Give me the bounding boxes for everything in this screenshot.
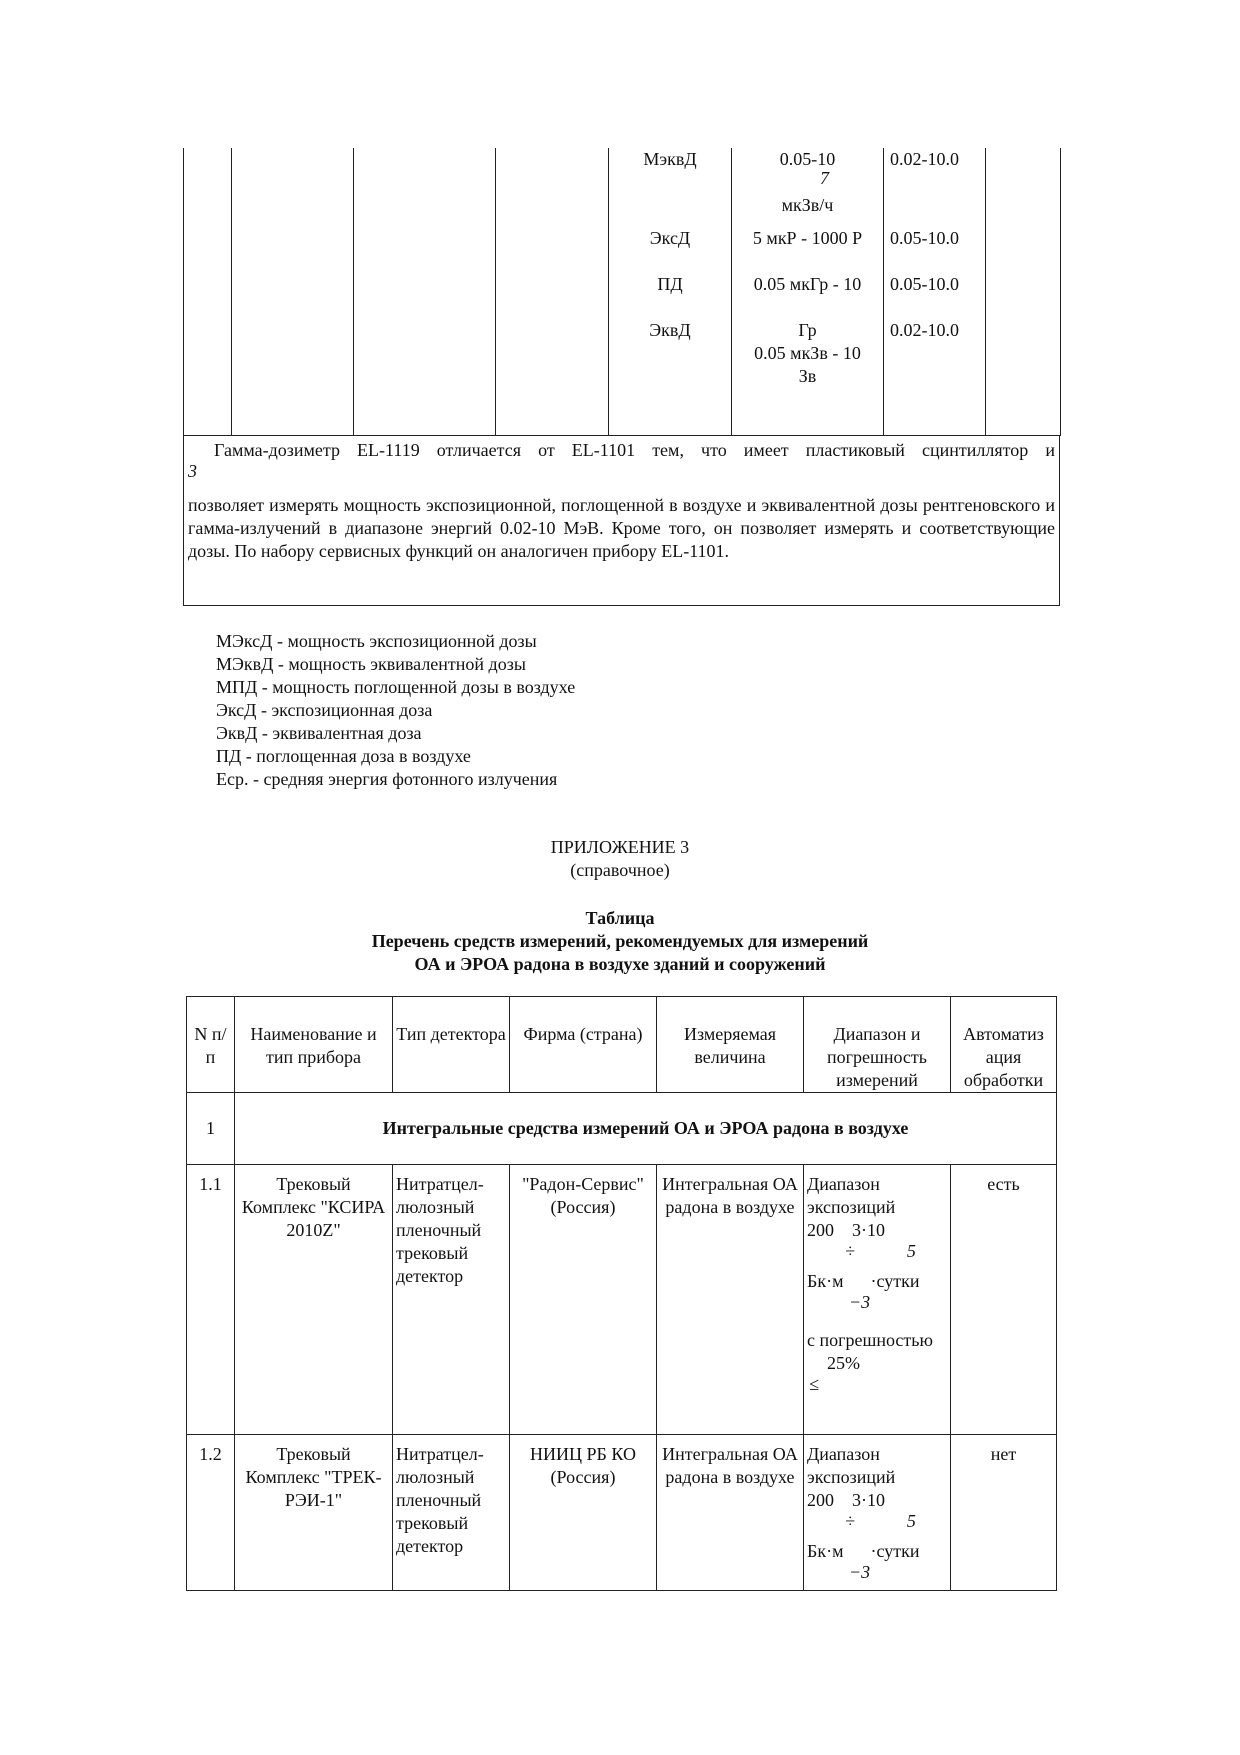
legend-item: МЭксД - мощность экспозиционной дозы xyxy=(216,631,537,651)
table-header-row xyxy=(187,997,1057,1093)
unit xyxy=(807,1270,947,1293)
detector-type: Нитратцел-люлозный пленочный трековый детектор xyxy=(393,1435,510,1591)
measured-quantity: Интегральная ОА радона в воздухе xyxy=(657,1165,804,1435)
legend-item: МПД - мощность поглощенной дозы в воздухе xyxy=(216,677,576,697)
legend-item: ЭксД - экспозиционная доза xyxy=(216,700,433,720)
instrument-note xyxy=(183,436,1060,606)
header-cell: Измеряемая величина xyxy=(657,997,804,1093)
range-from: 200 xyxy=(807,1490,834,1510)
quantity-text: МэквД xyxy=(643,149,697,169)
unit-a: Бк·м xyxy=(807,1541,844,1561)
quantity-text: ЭксД xyxy=(649,228,691,248)
error-sign: ≤ xyxy=(809,1374,819,1394)
header-cell: Автоматиз ация обработки xyxy=(951,997,1057,1093)
table-caption-line: Перечень средств измерений, рекомендуемых для измерений xyxy=(371,931,869,951)
unit-b: ·сутки xyxy=(870,1271,920,1291)
appendix-title: ПРИЛОЖЕНИЕ 3 xyxy=(550,837,690,857)
quantity-text: ПД xyxy=(657,274,683,294)
header-cell: N п/п xyxy=(187,997,235,1093)
cell-empty xyxy=(232,148,354,436)
unit-exponent: −3 xyxy=(849,1562,871,1582)
legend-item: Еср. - средняя энергия фотонного излучения xyxy=(216,769,558,789)
section-row xyxy=(187,1093,1057,1165)
cell-empty xyxy=(986,148,1061,436)
firm: "Радон-Сервис" (Россия) xyxy=(510,1165,657,1435)
unit xyxy=(807,1540,947,1563)
row-number: 1.1 xyxy=(187,1165,235,1435)
error-label: с погрешностью xyxy=(807,1330,933,1350)
table-row xyxy=(187,1435,1057,1591)
automation: нет xyxy=(951,1435,1057,1591)
range-cell xyxy=(732,148,884,436)
range-exponent: 5 xyxy=(906,1511,916,1531)
firm: НИИЦ РБ КО (Россия) xyxy=(510,1435,657,1591)
range-label: Диапазон экспозиций xyxy=(807,1174,896,1217)
header-cell: Диапазон и погрешность измерений xyxy=(804,997,951,1093)
energy-cell xyxy=(884,148,986,436)
range-from: 200 xyxy=(807,1220,834,1240)
unit-b: ·сутки xyxy=(870,1541,920,1561)
measured-quantity: Интегральная ОА радона в воздухе xyxy=(657,1435,804,1591)
abbreviation-legend xyxy=(216,630,575,791)
cell-empty xyxy=(184,148,232,436)
table-row xyxy=(187,1165,1057,1435)
energy-text: 0.05-10.0 xyxy=(890,274,959,294)
cell-empty xyxy=(496,148,609,436)
header-cell: Тип детектора xyxy=(393,997,510,1093)
range-text: 0.05 мкЗв - 10 xyxy=(754,343,861,363)
quantity-text: ЭквД xyxy=(649,320,691,340)
range-text: 0.05-10 xyxy=(779,149,836,169)
table-label: Таблица xyxy=(585,908,655,928)
energy-text: 0.02-10.0 xyxy=(890,149,959,169)
unit-a: Бк·м xyxy=(807,1271,844,1291)
legend-item: МЭквД - мощность эквивалентной дозы xyxy=(216,654,526,674)
energy-text: 0.05-10.0 xyxy=(890,228,959,248)
range-superscripts xyxy=(807,1242,947,1264)
range-values xyxy=(807,1219,947,1242)
range-and-error xyxy=(804,1165,951,1435)
range-text: мкЗв/ч xyxy=(781,195,834,215)
range-exponent: 5 xyxy=(906,1241,916,1261)
range-to: 3·10 xyxy=(852,1220,885,1240)
instrument-name: Трековый Комплекс "ТРЕК-РЭИ-1" xyxy=(235,1435,393,1591)
unit-exponent: −3 xyxy=(849,1292,871,1312)
measured-quantity-cell xyxy=(609,148,732,436)
range-label: Диапазон экспозиций xyxy=(807,1444,896,1487)
range-and-error xyxy=(804,1435,951,1591)
error-value: 25% xyxy=(827,1353,860,1373)
row-number: 1.2 xyxy=(187,1435,235,1591)
table-caption-line: ОА и ЭРОА радона в воздухе зданий и сооружений xyxy=(414,954,826,974)
division-sign: ÷ xyxy=(845,1241,855,1261)
division-sign: ÷ xyxy=(845,1511,855,1531)
header-cell: Наименование и тип прибора xyxy=(235,997,393,1093)
instrument-table-continuation xyxy=(183,148,1061,436)
range-text: 0.05 мкГр - 10 xyxy=(753,274,862,294)
header-cell: Фирма (страна) xyxy=(510,997,657,1093)
appendix-subtitle: (справочное) xyxy=(570,860,670,880)
measurement-tools-table xyxy=(186,996,1057,1591)
note-first-line: Гамма-дозиметр EL-1119 отличается от EL-1101 тем, что имеет пластиковый сцинтиллятор и xyxy=(214,440,1055,460)
note-mark: 3 xyxy=(188,461,197,481)
detector-type: Нитратцел-люлозный пленочный трековый детектор xyxy=(393,1165,510,1435)
cell-empty xyxy=(354,148,496,436)
energy-text: 0.02-10.0 xyxy=(890,320,959,340)
instrument-name: Трековый Комплекс "КСИРА 2010Z" xyxy=(235,1165,393,1435)
range-text: 5 мкР - 1000 Р xyxy=(752,228,863,248)
section-number: 1 xyxy=(187,1093,235,1165)
range-text: Гр xyxy=(798,320,817,340)
exponent: 7 xyxy=(820,168,829,188)
range-text: Зв xyxy=(798,366,817,386)
section-title: Интегральные средства измерений ОА и ЭРОА радона в воздухе xyxy=(235,1093,1057,1165)
legend-item: ПД - поглощенная доза в воздухе xyxy=(216,746,471,766)
automation: есть xyxy=(951,1165,1057,1435)
note-body: позволяет измерять мощность экспозиционной, поглощенной в воздухе и эквивалентной дозы рентгеновского и гамма-излучений в диапазоне энергий 0.02-10 МэВ. Кроме того, он позволяет измерять и соответствующие дозы. По набору сервисных функций он аналогичен прибору EL-1101. xyxy=(188,495,1055,561)
legend-item: ЭквД - эквивалентная доза xyxy=(216,723,422,743)
range-values xyxy=(807,1489,947,1512)
range-superscripts xyxy=(807,1512,947,1534)
range-to: 3·10 xyxy=(852,1490,885,1510)
